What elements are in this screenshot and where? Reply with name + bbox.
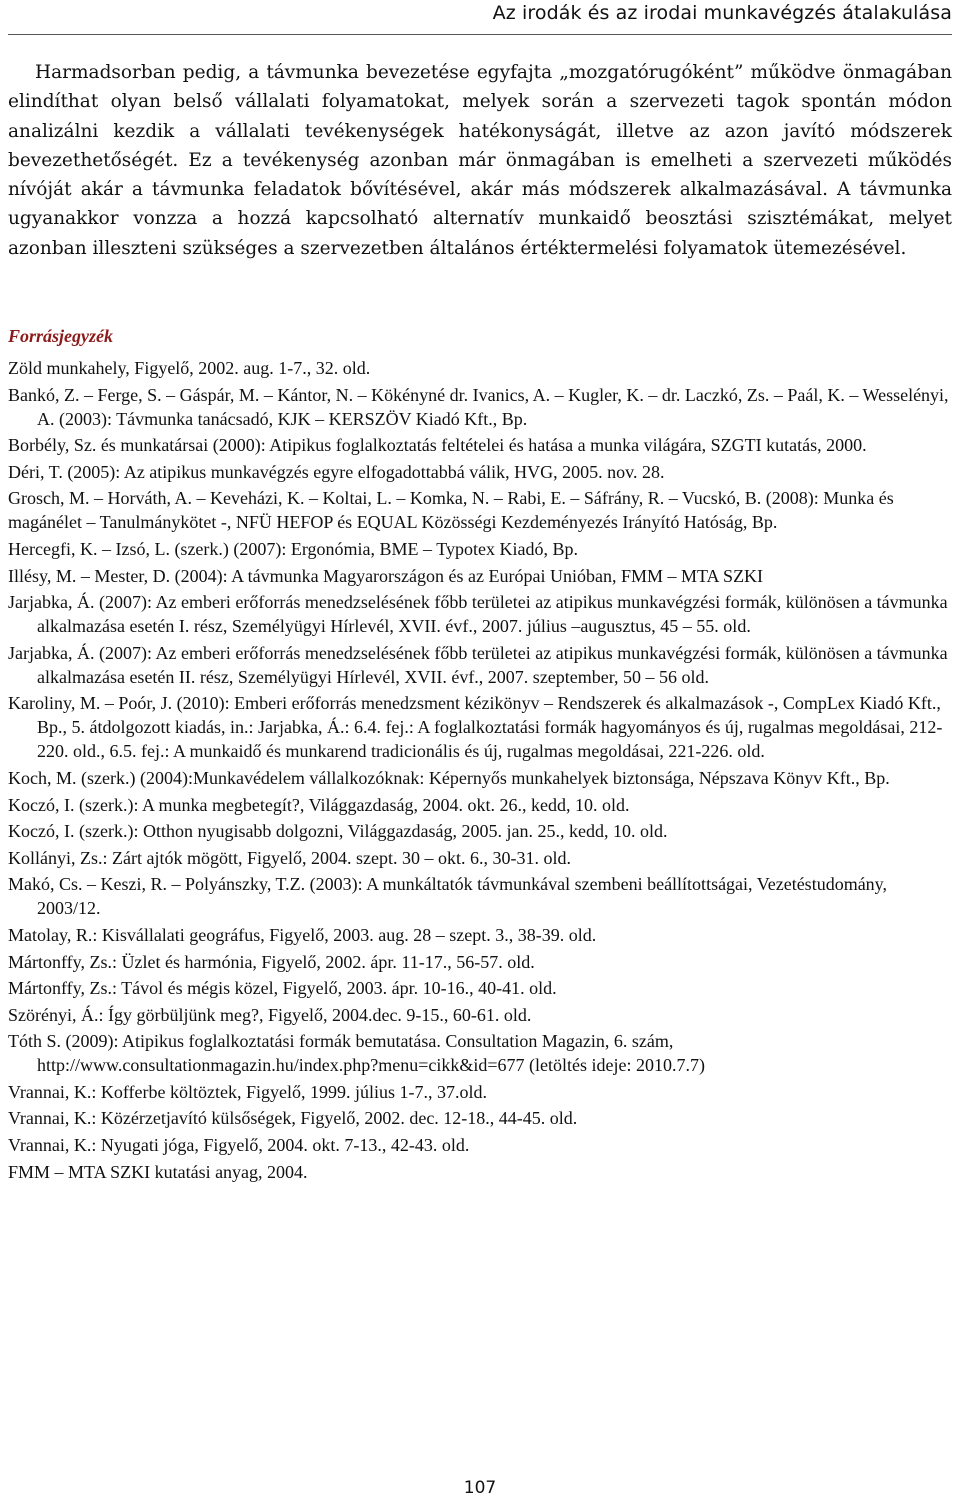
reference-item: Szörényi, Á.: Így görbüljünk meg?, Figyelő, 2004.dec. 9-15., 60-61. old. xyxy=(8,1004,532,1025)
reference-list xyxy=(8,356,952,1186)
reference-item: Jarjabka, Á. (2007): Az emberi erőforrás menedzselésének főbb területei az atipikus munkavégzési formák, különösen a távmunka alkalmazása esetén I. rész, Személyügyi Hírlevél, XVII. évf., 2007. július –augusztus, 45 – 55. old. xyxy=(8,592,948,637)
reference-item: Koch, M. (szerk.) (2004):Munkavédelem vállalkozóknak: Képernyős munkahelyek biztonsága, Népszava Könyv Kft., Bp. xyxy=(8,767,890,788)
reference-item: Zöld munkahely, Figyelő, 2002. aug. 1-7., 32. old. xyxy=(8,358,371,378)
reference-item: Vrannai, K.: Nyugati jóga, Figyelő, 2004. okt. 7-13., 42-43. old. xyxy=(8,1135,470,1156)
reference-item: Hercegfi, K. – Izsó, L. (szerk.) (2007): Ergonómia, BME – Typotex Kiadó, Bp. xyxy=(8,538,578,559)
reference-item: Illésy, M. – Mester, D. (2004): A távmunka Magyarországon és az Európai Unióban, FMM – MTA SZKI xyxy=(8,565,764,586)
reference-item: Makó, Cs. – Keszi, R. – Polyánszky, T.Z. (2003): A munkáltatók távmunkával szembeni beállítottságai, Vezetéstudomány, 2003/12. xyxy=(8,874,888,919)
reference-item: Vrannai, K.: Közérzetjavító külsőségek, Figyelő, 2002. dec. 12-18., 44-45. old. xyxy=(8,1108,578,1129)
reference-item: FMM – MTA SZKI kutatási anyag, 2004. xyxy=(8,1161,308,1182)
page-number: 107 xyxy=(463,1478,497,1498)
reference-item: Kollányi, Zs.: Zárt ajtók mögött, Figyelő, 2004. szept. 30 – okt. 6., 30-31. old. xyxy=(8,847,571,868)
reference-item: Matolay, R.: Kisvállalati geográfus, Figyelő, 2003. aug. 28 – szept. 3., 38-39. old. xyxy=(8,924,597,945)
reference-item: Koczó, I. (szerk.): Otthon nyugisabb dolgozni, Világgazdaság, 2005. jan. 25., kedd, 10. old. xyxy=(8,821,668,842)
reference-item: Déri, T. (2005): Az atipikus munkavégzés egyre elfogadottabbá válik, HVG, 2005. nov. 28. xyxy=(8,461,665,482)
running-header: Az irodák és az irodai munkavégzés átalakulása xyxy=(492,2,952,24)
reference-item: Koczó, I. (szerk.): A munka megbetegít?, Világgazdaság, 2004. okt. 26., kedd, 10. old. xyxy=(8,794,630,815)
reference-item: Karoliny, M. – Poór, J. (2010): Emberi erőforrás menedzsment kézikönyv – Rendszerek és alkalmazások -, CompLex Kiadó Kft., Bp., 5. átdolgozott kiadás, in.: Jarjabka, Á.: 6.4. fej.: A foglalkoztatási formák hagyományos és új, rugalmas megoldásai, 212-220. old., 6.5. fej.: A munkaidő és munkarend tradicionális és új, rugalmas megoldásai, 221-226. old. xyxy=(8,693,943,762)
reference-item: Mártonffy, Zs.: Üzlet és harmónia, Figyelő, 2002. ápr. 11-17., 56-57. old. xyxy=(8,951,535,972)
reference-item: Tóth S. (2009): Atipikus foglalkoztatási formák bemutatása. Consultation Magazin, 6. szám, http://www.consultationmagazin.hu/index.php?menu=cikk&id=677 (letöltés ideje: 2010.7.7) xyxy=(8,1031,706,1076)
reference-item: Vrannai, K.: Kofferbe költöztek, Figyelő, 1999. július 1-7., 37.old. xyxy=(8,1081,488,1102)
body-paragraph: Harmadsorban pedig, a távmunka bevezetése egyfajta „mozgatórugóként” működve önmagában elindíthat olyan belső vállalati folyamatokat, melyek során a szervezeti tagok spontán módon analizálni kezdik a vállalati tevékenységek hatékonyságát, illetve az azon javító módszerek bevezethetőségét. Ez a tevékenység azonban már önmagában is emelheti a szervezeti működés nívóját akár a távmunka feladatok bővítésével, akár más módszerek alkalmazásával. A távmunka ugyanakkor vonzza a hozzá kapcsolható alternatív munkaidő beosztási szisztémákat, melyet azonban illeszteni szükséges a szervezetben általános értéktermelési folyamatok ütemezésével. xyxy=(8,62,952,259)
reference-item: Mártonffy, Zs.: Távol és mégis közel, Figyelő, 2003. ápr. 10-16., 40-41. old. xyxy=(8,978,557,999)
body-text xyxy=(8,58,952,263)
reference-item: Bankó, Z. – Ferge, S. – Gáspár, M. – Kántor, N. – Kökényné dr. Ivanics, A. – Kugler, K. – dr. Laczkó, Zs. – Paál, K. – Wesselényi, A. (2003): Távmunka tanácsadó, KJK – KERSZÖV Kiadó Kft., Bp. xyxy=(8,384,949,429)
reference-item: Borbély, Sz. és munkatársai (2000): Atipikus foglalkoztatás feltételei és hatása a munka világára, SZGTI kutatás, 2000. xyxy=(8,435,867,456)
section-title: Forrásjegyzék xyxy=(8,326,113,346)
header-rule xyxy=(8,34,952,35)
reference-item: Grosch, M. – Horváth, A. – Keveházi, K. – Koltai, L. – Komka, N. – Rabi, E. – Sáfrány, R. – Vucskó, B. (2008): Munka és magánélet – Tanulmánykötet -, NFÜ HEFOP és EQUAL Közösségi Kezdeményezés Irányító Hatóság, Bp. xyxy=(8,488,894,533)
reference-item: Jarjabka, Á. (2007): Az emberi erőforrás menedzselésének főbb területei az atipikus munkavégzési formák, különösen a távmunka alkalmazása esetén II. rész, Személyügyi Hírlevél, XVII. évf., 2007. szeptember, 50 – 56 old. xyxy=(8,642,948,687)
